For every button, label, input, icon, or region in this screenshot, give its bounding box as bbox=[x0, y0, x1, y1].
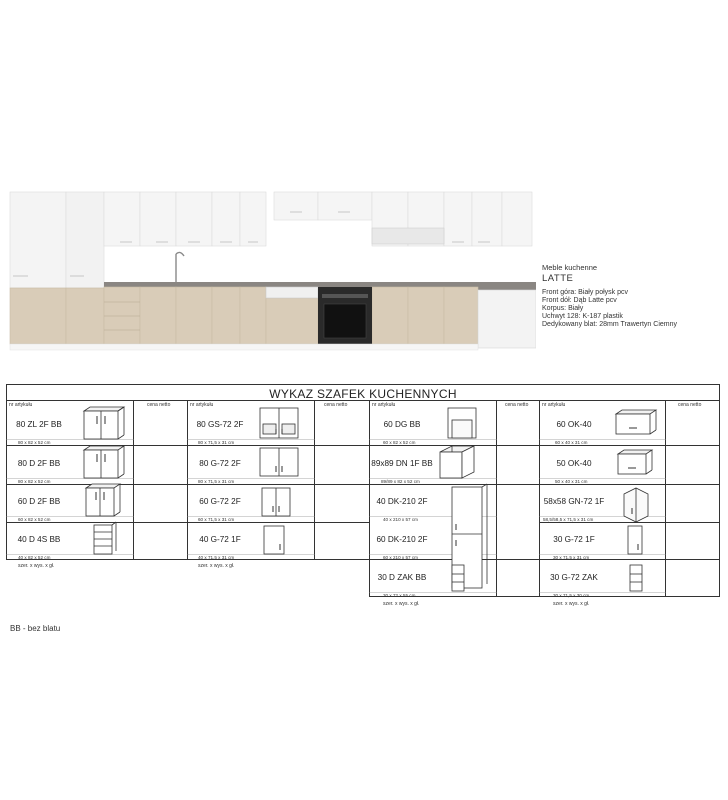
cabinet-dims: 80 x 71,5 x 31 cm bbox=[198, 440, 235, 445]
cabinet-dims: 58,5/58,5 x 71,5 x 31 cm bbox=[543, 517, 594, 522]
cabinet-dims: 40 x 82 x 52 cm bbox=[18, 555, 51, 560]
col-header-price-4: cena netto bbox=[678, 402, 702, 408]
cabinet-drawing-80gs72 bbox=[260, 408, 298, 438]
cabinet-drawing-60dgbb bbox=[448, 408, 476, 438]
cabinet-dims: 60 x 82 x 52 cm bbox=[383, 440, 416, 445]
cabinet-code: 80 G-72 2F bbox=[199, 459, 241, 468]
cabinet-dims: 60 x 40 x 31 cm bbox=[555, 440, 588, 445]
col-header-price-1: cena netto bbox=[147, 402, 171, 408]
cabinet-dims: 80 x 82 x 52 cm bbox=[18, 440, 51, 445]
cabinet-dims: 30 x 71,5 x 31 cm bbox=[553, 555, 590, 560]
cabinet-code: 30 D ZAK BB bbox=[377, 573, 427, 582]
cabinet-code: 80 D 2F BB bbox=[17, 459, 61, 468]
cabinet-code: 58x58 GN-72 1F bbox=[543, 497, 605, 506]
kitchen-illustration bbox=[8, 188, 536, 358]
cabinet-code: 60 D 2F BB bbox=[17, 497, 61, 506]
col-header-article-2: nr artykułu bbox=[190, 402, 214, 408]
cabinet-drawing-30dzak bbox=[452, 565, 464, 591]
cabinet-drawing-89dn bbox=[440, 446, 474, 478]
spec-front-bottom: Front dół: Dąb Latte pcv bbox=[542, 297, 617, 304]
cabinet-dims: 30 x 72 x 55 cm bbox=[383, 593, 416, 598]
footnote: BB - bez blatu bbox=[10, 624, 61, 633]
cabinet-code: 40 D 4S BB bbox=[17, 535, 61, 544]
cabinet-dims: 50 x 40 x 31 cm bbox=[555, 479, 588, 484]
cabinet-dims: 40 x 210 x 57 cm bbox=[383, 517, 418, 522]
cabinet-table-grid bbox=[6, 384, 720, 600]
col-header-price-3: cena netto bbox=[505, 402, 529, 408]
cabinet-code: 40 DK-210 2F bbox=[376, 497, 428, 506]
dims-legend: szer. x wys. x gł. bbox=[553, 601, 590, 607]
spec-handle: Uchwyt 128: K-187 plastik bbox=[542, 313, 623, 320]
cabinet-drawing-30g72zak bbox=[630, 565, 642, 591]
col-header-article-4: nr artykułu bbox=[542, 402, 566, 408]
col-header-article-3: nr artykułu bbox=[372, 402, 396, 408]
cabinet-drawing-30g72 bbox=[628, 526, 642, 554]
dims-legend: szer. x wys. x gł. bbox=[383, 601, 420, 607]
cabinet-code: 89x89 DN 1F BB bbox=[371, 459, 433, 468]
cabinet-dims: 40 x 71,5 x 31 cm bbox=[198, 555, 235, 560]
cabinet-drawing-80g72 bbox=[260, 448, 298, 476]
cabinet-code: 60 OK-40 bbox=[556, 420, 592, 429]
cabinet-code: 80 ZL 2F BB bbox=[16, 420, 62, 429]
dims-legend: szer. x wys. x gł. bbox=[18, 563, 55, 569]
product-info bbox=[542, 264, 677, 329]
cabinet-dims: 80 x 71,5 x 31 cm bbox=[198, 479, 235, 484]
cabinet-dims: 89/89 x 82 x 52 cm bbox=[381, 479, 420, 484]
cabinet-dims: 60 x 71,5 x 31 cm bbox=[198, 517, 235, 522]
cabinet-code: 60 DK-210 2F bbox=[376, 535, 428, 544]
table-title: WYKAZ SZAFEK KUCHENNYCH bbox=[269, 387, 457, 401]
cabinet-drawing-80d2fbb bbox=[84, 446, 124, 478]
col-header-article-1: nr artykułu bbox=[9, 402, 33, 408]
product-model: LATTE bbox=[542, 273, 574, 284]
spec-countertop: Dedykowany blat: 28mm Trawertyn Ciemny bbox=[542, 321, 677, 328]
cabinet-code: 60 DG BB bbox=[383, 420, 421, 429]
cabinet-dims: 60 x 82 x 52 cm bbox=[18, 517, 51, 522]
cabinet-code: 60 G-72 2F bbox=[199, 497, 241, 506]
cabinet-code: 30 G-72 ZAK bbox=[550, 573, 598, 582]
cabinet-drawing-50ok40 bbox=[618, 450, 652, 474]
cabinet-code: 40 G-72 1F bbox=[199, 535, 241, 544]
cabinet-dims: 30 x 71,5 x 30 cm bbox=[553, 593, 590, 598]
spec-body: Korpus: Biały bbox=[542, 305, 584, 312]
dims-legend: szer. x wys. x gł. bbox=[198, 563, 235, 569]
cabinet-drawing-60d2fbb bbox=[86, 484, 120, 516]
cabinet-drawing-60g72 bbox=[262, 488, 290, 516]
cabinet-drawing-58gn72 bbox=[624, 488, 648, 522]
cabinet-drawing-80zl2fbb bbox=[84, 407, 124, 439]
cabinet-code: 80 GS-72 2F bbox=[196, 420, 244, 429]
cabinet-drawing-40d4sbb bbox=[94, 522, 116, 554]
cabinet-dims: 80 x 82 x 52 cm bbox=[18, 479, 51, 484]
product-category: Meble kuchenne bbox=[542, 263, 598, 272]
spec-front-top: Front góra: Biały połysk pcv bbox=[542, 289, 628, 296]
cabinet-code: 50 OK-40 bbox=[556, 459, 592, 468]
col-header-price-2: cena netto bbox=[324, 402, 348, 408]
cabinet-dims: 60 x 210 x 57 cm bbox=[383, 555, 418, 560]
cabinet-code: 30 G-72 1F bbox=[553, 535, 595, 544]
cabinet-drawing-60ok40 bbox=[616, 410, 656, 434]
cabinet-drawing-40g72 bbox=[264, 526, 284, 554]
